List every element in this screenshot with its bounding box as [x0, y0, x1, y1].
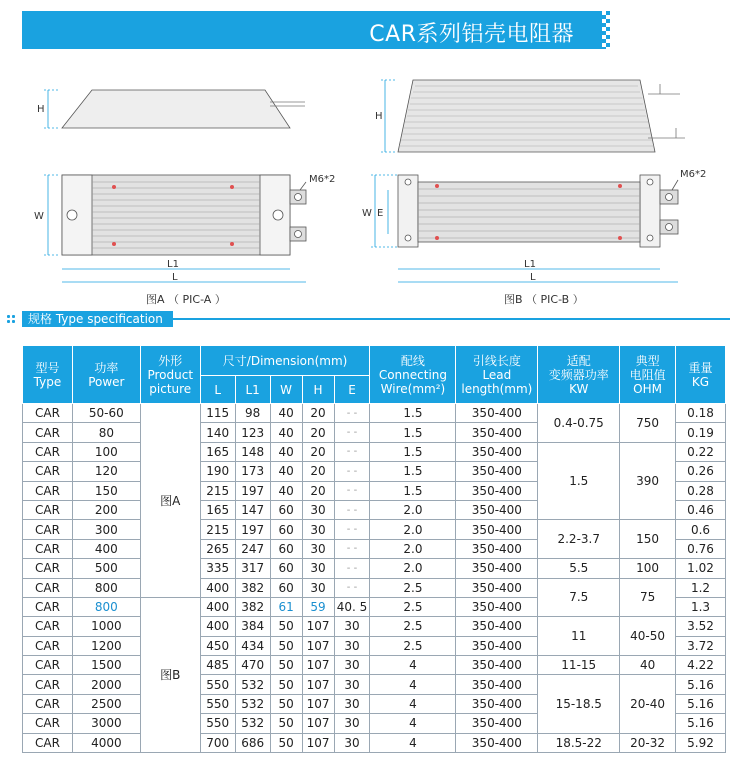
cell-type: CAR: [23, 656, 73, 675]
cell-lead: 350-400: [456, 636, 538, 655]
cell-weight: 0.26: [676, 462, 726, 481]
cell-inverter-kw: 15-18.5: [538, 675, 620, 733]
header-weight-cn: 重量: [688, 360, 713, 375]
cell-type: CAR: [23, 636, 73, 655]
cell-resistance-ohm: 150: [620, 520, 676, 559]
header-wire: [370, 346, 456, 404]
cell-weight: 0.28: [676, 481, 726, 500]
cell-h: 30: [302, 539, 334, 558]
cell-l: 400: [200, 578, 235, 597]
cell-w: 40: [270, 404, 302, 423]
cell-lead: 350-400: [456, 714, 538, 733]
header-type: [23, 346, 73, 404]
cell-type: CAR: [23, 500, 73, 519]
cell-l1: 532: [235, 694, 270, 713]
cell-resistance-ohm: 40-50: [620, 617, 676, 656]
header-power-cn: 功率: [94, 360, 119, 375]
cell-shape-a: 图A: [140, 404, 200, 598]
cell-h: 59: [302, 597, 334, 616]
header-resistance-cn1: 典型: [635, 353, 660, 368]
cell-l1: 382: [235, 597, 270, 616]
cell-h: 20: [302, 423, 334, 442]
header-dimension: 尺寸/Dimension(mm): [200, 346, 370, 376]
cell-l: 400: [200, 617, 235, 636]
header-dim-h: H: [302, 376, 334, 404]
cell-inverter-kw: 5.5: [538, 559, 620, 578]
cell-l1: 384: [235, 617, 270, 636]
cell-wire: 2.5: [370, 597, 456, 616]
cell-resistance-ohm: 750: [620, 404, 676, 443]
pic-b-caption: 图B （ PIC-B ）: [504, 293, 584, 306]
cell-weight: 4.22: [676, 656, 726, 675]
cell-power: 1200: [72, 636, 140, 655]
cell-power: 3000: [72, 714, 140, 733]
cell-wire: 1.5: [370, 404, 456, 423]
cell-w: 50: [270, 733, 302, 752]
pic-a-l-label: L: [172, 272, 178, 283]
cell-e: - -: [334, 539, 370, 558]
cell-wire: 4: [370, 714, 456, 733]
cell-h: 107: [302, 617, 334, 636]
cell-w: 50: [270, 714, 302, 733]
cell-lead: 350-400: [456, 694, 538, 713]
cell-l: 265: [200, 539, 235, 558]
cell-w: 60: [270, 559, 302, 578]
cell-type: CAR: [23, 559, 73, 578]
cell-l1: 173: [235, 462, 270, 481]
cell-e: - -: [334, 520, 370, 539]
cell-e: - -: [334, 578, 370, 597]
cell-l1: 98: [235, 404, 270, 423]
cell-lead: 350-400: [456, 500, 538, 519]
cell-inverter-kw: 7.5: [538, 578, 620, 617]
cell-lead: 350-400: [456, 675, 538, 694]
cell-power: 300: [72, 520, 140, 539]
cell-wire: 4: [370, 733, 456, 752]
cell-l: 190: [200, 462, 235, 481]
cell-h: 20: [302, 404, 334, 423]
cell-l: 215: [200, 520, 235, 539]
cell-l: 335: [200, 559, 235, 578]
cell-h: 20: [302, 462, 334, 481]
header-dim-l1: L1: [235, 376, 270, 404]
cell-l: 550: [200, 675, 235, 694]
cell-type: CAR: [23, 733, 73, 752]
header-shape-cn: 外形: [158, 353, 183, 368]
cell-weight: 1.02: [676, 559, 726, 578]
cell-e: 40. 5: [334, 597, 370, 616]
cell-e: 30: [334, 675, 370, 694]
cell-w: 61: [270, 597, 302, 616]
header-wire-en2: Wire(mm²): [380, 381, 446, 396]
cell-w: 60: [270, 520, 302, 539]
spec-table-body: [23, 404, 726, 753]
header-shape: [140, 346, 200, 404]
cell-w: 40: [270, 462, 302, 481]
cell-shape-b: 图B: [140, 597, 200, 752]
header-shape-en1: Product: [147, 367, 194, 382]
header-type-en: Type: [33, 374, 62, 389]
cell-lead: 350-400: [456, 404, 538, 423]
cell-wire: 2.0: [370, 500, 456, 519]
cell-inverter-kw: 11-15: [538, 656, 620, 675]
cell-type: CAR: [23, 481, 73, 500]
pic-a-w-label: W: [34, 211, 44, 222]
cell-e: - -: [334, 423, 370, 442]
header-resistance-cn2: 电阻值: [629, 367, 666, 382]
cell-type: CAR: [23, 423, 73, 442]
cell-lead: 350-400: [456, 578, 538, 597]
table-row: [23, 578, 726, 597]
cell-e: 30: [334, 714, 370, 733]
header-type-cn: 型号: [35, 360, 60, 375]
cell-e: 30: [334, 656, 370, 675]
cell-type: CAR: [23, 539, 73, 558]
cell-inverter-kw: 11: [538, 617, 620, 656]
cell-l: 700: [200, 733, 235, 752]
cell-l: 550: [200, 714, 235, 733]
cell-type: CAR: [23, 694, 73, 713]
cell-l: 485: [200, 656, 235, 675]
cell-h: 107: [302, 733, 334, 752]
cell-type: CAR: [23, 675, 73, 694]
header-weight: [676, 346, 726, 404]
cell-weight: 3.72: [676, 636, 726, 655]
table-row: [23, 442, 726, 461]
pic-a-caption: 图A （ PIC-A ）: [146, 293, 226, 306]
header-dim-w: W: [270, 376, 302, 404]
cell-l1: 434: [235, 636, 270, 655]
pic-b-e-label: E: [377, 208, 384, 219]
cell-power: 800: [72, 578, 140, 597]
header-inverter-cn2: 变频器功率: [548, 367, 609, 382]
cell-wire: 2.5: [370, 617, 456, 636]
cell-power: 800: [72, 597, 140, 616]
spec-divider: [170, 318, 730, 320]
cell-inverter-kw: 0.4-0.75: [538, 404, 620, 443]
cell-lead: 350-400: [456, 481, 538, 500]
cell-type: CAR: [23, 597, 73, 616]
technical-drawings: [0, 72, 750, 312]
cell-l1: 532: [235, 714, 270, 733]
cell-h: 30: [302, 500, 334, 519]
cell-power: 1000: [72, 617, 140, 636]
cell-wire: 2.0: [370, 559, 456, 578]
cell-h: 107: [302, 675, 334, 694]
header-weight-en: KG: [691, 374, 710, 389]
spec-section-bar: [0, 311, 730, 327]
cell-resistance-ohm: 40: [620, 656, 676, 675]
cell-l: 115: [200, 404, 235, 423]
cell-w: 40: [270, 423, 302, 442]
table-row: [23, 656, 726, 675]
cell-w: 50: [270, 694, 302, 713]
cell-e: - -: [334, 481, 370, 500]
cell-type: CAR: [23, 520, 73, 539]
cell-power: 400: [72, 539, 140, 558]
cell-weight: 0.22: [676, 442, 726, 461]
cell-l: 550: [200, 694, 235, 713]
cell-wire: 4: [370, 675, 456, 694]
cell-l1: 247: [235, 539, 270, 558]
cell-h: 107: [302, 694, 334, 713]
cell-wire: 2.5: [370, 636, 456, 655]
cell-weight: 0.76: [676, 539, 726, 558]
cell-power: 500: [72, 559, 140, 578]
cell-e: 30: [334, 694, 370, 713]
header-inverter-en: KW: [569, 381, 589, 396]
cell-l: 140: [200, 423, 235, 442]
cell-power: 2000: [72, 675, 140, 694]
cell-lead: 350-400: [456, 617, 538, 636]
cell-l1: 686: [235, 733, 270, 752]
table-row: [23, 675, 726, 694]
header-dim-e: E: [334, 376, 370, 404]
cell-h: 20: [302, 481, 334, 500]
cell-inverter-kw: 1.5: [538, 442, 620, 520]
cell-resistance-ohm: 390: [620, 442, 676, 520]
cell-e: 30: [334, 733, 370, 752]
cell-weight: 5.16: [676, 714, 726, 733]
cell-e: 30: [334, 636, 370, 655]
cell-h: 107: [302, 636, 334, 655]
cell-power: 2500: [72, 694, 140, 713]
cell-weight: 0.46: [676, 500, 726, 519]
cell-h: 30: [302, 578, 334, 597]
cell-power: 50-60: [72, 404, 140, 423]
cell-type: CAR: [23, 578, 73, 597]
cell-power: 200: [72, 500, 140, 519]
header-lead-en2: length(mm): [461, 381, 533, 396]
pic-b-l-label: L: [530, 272, 536, 283]
table-row: [23, 559, 726, 578]
pic-a-screw-label: M6*2: [309, 174, 336, 185]
cell-l1: 532: [235, 675, 270, 694]
header-power-en: Power: [88, 374, 125, 389]
header-dim-l: L: [200, 376, 235, 404]
cell-resistance-ohm: 20-40: [620, 675, 676, 733]
cell-w: 50: [270, 656, 302, 675]
cell-weight: 0.6: [676, 520, 726, 539]
banner-checker-pattern: [586, 11, 610, 49]
cell-type: CAR: [23, 714, 73, 733]
spec-table: [22, 345, 726, 753]
cell-lead: 350-400: [456, 462, 538, 481]
pic-a-h-label: H: [37, 104, 45, 115]
cell-l1: 197: [235, 520, 270, 539]
cell-e: - -: [334, 442, 370, 461]
header-inverter-cn1: 适配: [566, 353, 591, 368]
cell-w: 50: [270, 636, 302, 655]
cell-resistance-ohm: 20-32: [620, 733, 676, 752]
cell-h: 30: [302, 559, 334, 578]
cell-inverter-kw: 18.5-22: [538, 733, 620, 752]
cell-lead: 350-400: [456, 442, 538, 461]
cell-lead: 350-400: [456, 597, 538, 616]
cell-resistance-ohm: 75: [620, 578, 676, 617]
cell-h: 20: [302, 442, 334, 461]
cell-weight: 1.3: [676, 597, 726, 616]
cell-resistance-ohm: 100: [620, 559, 676, 578]
cell-inverter-kw: 2.2-3.7: [538, 520, 620, 559]
cell-type: CAR: [23, 442, 73, 461]
cell-weight: 1.2: [676, 578, 726, 597]
pic-b-screw-label: M6*2: [680, 169, 707, 180]
cell-weight: 5.92: [676, 733, 726, 752]
pic-b-h-label: H: [375, 111, 383, 122]
table-row: [23, 404, 726, 423]
table-row: [23, 617, 726, 636]
cell-l: 165: [200, 500, 235, 519]
spec-dots-icon: [6, 314, 16, 324]
cell-h: 107: [302, 714, 334, 733]
header-inverter: [538, 346, 620, 404]
cell-power: 80: [72, 423, 140, 442]
header-wire-en1: Connecting: [378, 367, 448, 382]
pic-b-side-view: [381, 80, 685, 152]
header-shape-en2: picture: [149, 381, 192, 396]
cell-weight: 3.52: [676, 617, 726, 636]
cell-l: 215: [200, 481, 235, 500]
cell-weight: 5.16: [676, 694, 726, 713]
pic-b-w-label: W: [362, 208, 372, 219]
cell-power: 150: [72, 481, 140, 500]
cell-type: CAR: [23, 617, 73, 636]
cell-lead: 350-400: [456, 559, 538, 578]
page-title: CAR系列铝壳电阻器: [369, 22, 574, 47]
pic-a-side-view: [44, 90, 305, 128]
title-banner: [22, 11, 602, 49]
cell-w: 60: [270, 578, 302, 597]
cell-power: 120: [72, 462, 140, 481]
table-row: [23, 520, 726, 539]
cell-power: 1500: [72, 656, 140, 675]
cell-w: 40: [270, 442, 302, 461]
cell-lead: 350-400: [456, 539, 538, 558]
cell-w: 60: [270, 500, 302, 519]
cell-wire: 4: [370, 694, 456, 713]
cell-e: - -: [334, 404, 370, 423]
cell-power: 100: [72, 442, 140, 461]
cell-wire: 2.0: [370, 539, 456, 558]
cell-l1: 147: [235, 500, 270, 519]
cell-w: 50: [270, 617, 302, 636]
cell-wire: 2.5: [370, 578, 456, 597]
cell-h: 30: [302, 520, 334, 539]
cell-e: - -: [334, 559, 370, 578]
cell-wire: 1.5: [370, 423, 456, 442]
cell-wire: 2.0: [370, 520, 456, 539]
cell-wire: 1.5: [370, 462, 456, 481]
cell-l1: 317: [235, 559, 270, 578]
spec-section-title: 规格 Type specification: [22, 311, 173, 327]
cell-weight: 5.16: [676, 675, 726, 694]
cell-w: 60: [270, 539, 302, 558]
header-lead: [456, 346, 538, 404]
cell-wire: 4: [370, 656, 456, 675]
cell-type: CAR: [23, 462, 73, 481]
cell-l1: 123: [235, 423, 270, 442]
cell-weight: 0.18: [676, 404, 726, 423]
header-resistance-en: OHM: [633, 381, 662, 396]
cell-lead: 350-400: [456, 520, 538, 539]
cell-l1: 382: [235, 578, 270, 597]
pic-a-l1-label: L1: [167, 259, 179, 270]
cell-h: 107: [302, 656, 334, 675]
pic-b-l1-label: L1: [524, 259, 536, 270]
cell-w: 40: [270, 481, 302, 500]
header-power: [72, 346, 140, 404]
cell-e: 30: [334, 617, 370, 636]
cell-w: 50: [270, 675, 302, 694]
cell-l: 450: [200, 636, 235, 655]
cell-wire: 1.5: [370, 481, 456, 500]
table-row: [23, 733, 726, 752]
cell-e: - -: [334, 462, 370, 481]
cell-l: 165: [200, 442, 235, 461]
cell-type: CAR: [23, 404, 73, 423]
cell-wire: 1.5: [370, 442, 456, 461]
header-lead-cn: 引线长度: [472, 353, 521, 368]
cell-l1: 148: [235, 442, 270, 461]
cell-power: 4000: [72, 733, 140, 752]
header-lead-en1: Lead: [482, 367, 512, 382]
cell-lead: 350-400: [456, 733, 538, 752]
cell-weight: 0.19: [676, 423, 726, 442]
cell-l1: 197: [235, 481, 270, 500]
cell-lead: 350-400: [456, 423, 538, 442]
cell-e: - -: [334, 500, 370, 519]
cell-l1: 470: [235, 656, 270, 675]
header-wire-cn: 配线: [400, 353, 425, 368]
cell-l: 400: [200, 597, 235, 616]
header-resistance: [620, 346, 676, 404]
cell-lead: 350-400: [456, 656, 538, 675]
